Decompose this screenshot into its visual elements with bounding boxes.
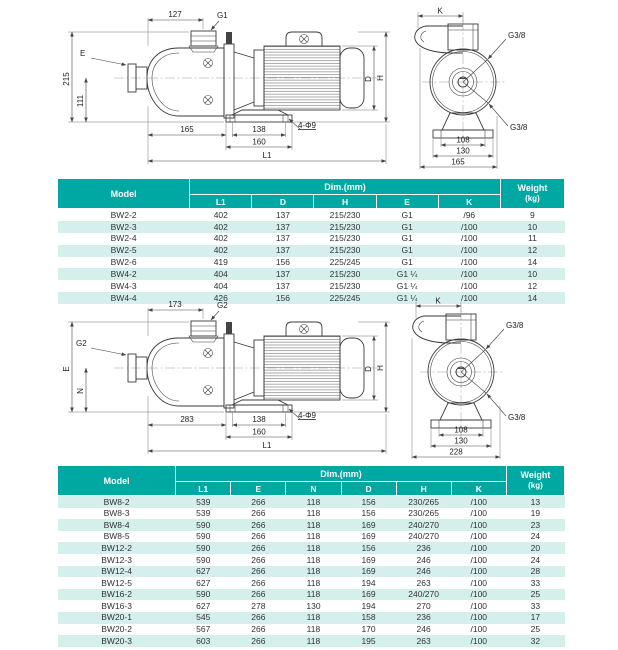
weight-unit-label: (kg) bbox=[525, 194, 540, 204]
table-cell: /100 bbox=[460, 245, 478, 256]
table-cell: 225/245 bbox=[329, 292, 361, 303]
table-cell: 266 bbox=[251, 508, 266, 519]
table-cell: 32 bbox=[530, 635, 541, 646]
table-cell: /100 bbox=[470, 542, 488, 553]
table-cell: 169 bbox=[361, 519, 376, 530]
table-cell: 118 bbox=[306, 496, 321, 507]
table-cell: 539 bbox=[196, 508, 211, 519]
dim-label-base-left: 283 bbox=[180, 415, 194, 424]
table-cell: 118 bbox=[306, 566, 321, 577]
table-cell: 590 bbox=[196, 531, 211, 542]
dim-label-bolt-span: 108 bbox=[454, 425, 468, 435]
table-cell: /100 bbox=[460, 221, 478, 232]
bolt-holes-label: 4-Φ9 bbox=[298, 411, 316, 420]
table-cell: 156 bbox=[275, 257, 290, 268]
col-header-dim: L1 bbox=[176, 482, 231, 496]
table-row bbox=[58, 280, 565, 292]
table-cell: 627 bbox=[196, 577, 211, 588]
table-cell: 118 bbox=[306, 531, 321, 542]
table-cell: 156 bbox=[361, 542, 376, 553]
table-cell: 137 bbox=[275, 209, 290, 220]
dim-label-motor-diameter: D bbox=[364, 76, 373, 82]
table-cell: 266 bbox=[251, 612, 266, 623]
dim-label-bolt-span: 138 bbox=[252, 125, 266, 134]
table-cell: 118 bbox=[306, 612, 321, 623]
table-cell: 270 bbox=[416, 600, 431, 611]
table-cell: /100 bbox=[470, 600, 488, 611]
drain-plugs bbox=[204, 59, 213, 105]
table-cell: 590 bbox=[196, 554, 211, 565]
col-header-model: Model bbox=[58, 466, 176, 496]
table-cell: 603 bbox=[196, 635, 211, 646]
table-cell: 266 bbox=[251, 589, 266, 600]
table-cell: 236 bbox=[416, 612, 431, 623]
table-cell: 236 bbox=[416, 542, 431, 553]
lower-port-label: G3/8 bbox=[508, 413, 526, 422]
col-header-dim: N bbox=[286, 482, 341, 496]
table-cell: /100 bbox=[460, 281, 478, 292]
table-cell: 11 bbox=[527, 233, 537, 244]
table-cell: /100 bbox=[470, 577, 488, 588]
table-row bbox=[58, 233, 565, 245]
dim-label-k: K bbox=[437, 6, 443, 16]
table-cell: G1 bbox=[401, 233, 413, 244]
pump-side-view-drawing-2 bbox=[58, 296, 398, 464]
table-cell: 246 bbox=[416, 566, 431, 577]
table-cell: 20 bbox=[530, 542, 541, 553]
side-port-label: G2 bbox=[76, 339, 87, 348]
table-cell: /100 bbox=[470, 508, 488, 519]
weight-unit-label: (kg) bbox=[528, 481, 543, 491]
table-cell: 137 bbox=[275, 233, 290, 244]
table-cell: 240/270 bbox=[408, 519, 439, 530]
dim-label-k: K bbox=[435, 296, 441, 306]
table-cell: 590 bbox=[196, 542, 211, 553]
col-header-dim: E bbox=[231, 482, 286, 496]
dim-label-height-h: H bbox=[376, 365, 385, 371]
table-cell: 419 bbox=[213, 257, 228, 268]
table-cell: /100 bbox=[470, 554, 488, 565]
table-cell: BW2-4 bbox=[110, 233, 137, 244]
table-cell: 590 bbox=[196, 519, 211, 530]
dim-label-base-width: 130 bbox=[454, 436, 468, 446]
table-cell: 246 bbox=[416, 554, 431, 565]
table-cell: 194 bbox=[361, 600, 376, 611]
table-cell: 118 bbox=[306, 542, 321, 553]
lifting-eye bbox=[300, 35, 309, 44]
table-row bbox=[58, 600, 565, 612]
dim-label-height-h: H bbox=[376, 75, 385, 81]
top-port-label: G2 bbox=[217, 301, 228, 310]
drain-plugs bbox=[204, 349, 213, 395]
table-cell: 137 bbox=[275, 221, 290, 232]
bolt-holes-label: 4-Φ9 bbox=[298, 121, 316, 130]
table-row bbox=[58, 624, 565, 636]
table-cell: 118 bbox=[306, 577, 321, 588]
col-header-dim-group: Dim.(mm) bbox=[176, 466, 507, 482]
col-header-dim: D bbox=[252, 195, 314, 209]
table-cell: BW8-4 bbox=[103, 519, 130, 530]
table-cell: 23 bbox=[530, 519, 541, 530]
dim-label-total-length: L1 bbox=[262, 441, 272, 450]
table-cell: 12 bbox=[527, 245, 538, 256]
table-row bbox=[58, 519, 565, 531]
table-cell: /100 bbox=[470, 635, 488, 646]
table-cell: 118 bbox=[306, 508, 321, 519]
table-cell: 12 bbox=[527, 281, 538, 292]
table-cell: BW20-1 bbox=[101, 612, 132, 623]
table-cell: 169 bbox=[361, 589, 376, 600]
spec-table-2 bbox=[57, 465, 565, 647]
table-cell: BW12-5 bbox=[101, 577, 132, 588]
table-row bbox=[58, 577, 565, 589]
table-cell: BW8-3 bbox=[103, 508, 130, 519]
table-cell: 404 bbox=[213, 281, 228, 292]
table-cell: 246 bbox=[416, 624, 431, 635]
col-header-dim: H bbox=[396, 482, 451, 496]
table-cell: 215/230 bbox=[329, 245, 361, 256]
table-cell: BW20-2 bbox=[101, 624, 132, 635]
table-row bbox=[58, 496, 565, 508]
dim-label-base-left: 165 bbox=[180, 125, 194, 134]
table-row bbox=[58, 542, 565, 554]
table-row bbox=[58, 221, 565, 233]
table-row bbox=[58, 268, 565, 280]
table-row bbox=[58, 531, 565, 543]
table-cell: 158 bbox=[361, 612, 376, 623]
col-header-weight bbox=[500, 179, 564, 209]
table-cell: BW2-6 bbox=[110, 257, 137, 268]
table-cell: /100 bbox=[470, 589, 488, 600]
table-cell: 263 bbox=[416, 577, 431, 588]
table-cell: 33 bbox=[530, 577, 541, 588]
table-cell: 402 bbox=[213, 233, 228, 244]
spec-table-1 bbox=[57, 178, 565, 304]
table-cell: 10 bbox=[527, 269, 538, 280]
table-cell: G1 bbox=[401, 209, 413, 220]
table-cell: BW12-4 bbox=[101, 566, 132, 577]
weight-label: Weight bbox=[520, 470, 551, 481]
pump-outline bbox=[114, 321, 382, 412]
dim-label-height-axis: 111 bbox=[76, 94, 85, 108]
table-cell: 13 bbox=[530, 496, 541, 507]
table-cell: 266 bbox=[251, 496, 266, 507]
table-cell: 137 bbox=[275, 269, 290, 280]
table-cell: 14 bbox=[527, 257, 538, 268]
table-cell: 278 bbox=[251, 600, 266, 611]
table-cell: 240/270 bbox=[408, 531, 439, 542]
table-cell: BW2-5 bbox=[110, 245, 137, 256]
table-cell: 156 bbox=[275, 292, 290, 303]
table-cell: 266 bbox=[251, 554, 266, 565]
table-cell: 266 bbox=[251, 577, 266, 588]
table-cell: 266 bbox=[251, 635, 266, 646]
table-row bbox=[58, 589, 565, 601]
table-cell: 9 bbox=[530, 209, 535, 220]
table-cell: 426 bbox=[213, 292, 228, 303]
table-cell: BW12-3 bbox=[101, 554, 132, 565]
table-cell: BW8-5 bbox=[103, 531, 130, 542]
table-cell: 230/265 bbox=[408, 508, 439, 519]
table-cell: 118 bbox=[306, 519, 321, 530]
table-cell: 266 bbox=[251, 566, 266, 577]
table-cell: 240/270 bbox=[408, 589, 439, 600]
table-cell: /100 bbox=[470, 566, 488, 577]
table-cell: BW16-3 bbox=[101, 600, 132, 611]
table-cell: 402 bbox=[213, 221, 228, 232]
col-header-dim: K bbox=[438, 195, 500, 209]
table-cell: BW20-3 bbox=[101, 635, 132, 646]
table-cell: 170 bbox=[361, 624, 376, 635]
table-cell: BW2-2 bbox=[110, 209, 137, 220]
col-header-dim: D bbox=[341, 482, 396, 496]
table-cell: BW16-2 bbox=[101, 589, 132, 600]
table-cell: 10 bbox=[527, 221, 538, 232]
dim-label-bolt-span: 138 bbox=[252, 415, 266, 424]
table-cell: /100 bbox=[470, 531, 488, 542]
table-cell: 590 bbox=[196, 589, 211, 600]
lifting-eye bbox=[300, 325, 309, 334]
dim-label-base-width: 130 bbox=[456, 146, 470, 156]
table-cell: 118 bbox=[306, 624, 321, 635]
top-port-label: G1 bbox=[217, 11, 228, 20]
pump-side-view-drawing-1 bbox=[58, 6, 398, 174]
table-cell: 25 bbox=[530, 624, 541, 635]
table-row bbox=[58, 566, 565, 578]
table-row bbox=[58, 245, 565, 257]
dimension-lines bbox=[412, 302, 506, 459]
table-cell: 118 bbox=[306, 635, 321, 646]
table-cell: /100 bbox=[460, 292, 478, 303]
table-cell: /96 bbox=[463, 209, 476, 220]
col-header-dim-group: Dim.(mm) bbox=[190, 179, 501, 195]
table-cell: 545 bbox=[196, 612, 211, 623]
dim-label-top-width: 127 bbox=[168, 10, 182, 19]
table-row bbox=[58, 612, 565, 624]
upper-port-label: G3/8 bbox=[508, 31, 526, 40]
table-cell: G1 ¼ bbox=[396, 292, 418, 303]
table-cell: 169 bbox=[361, 566, 376, 577]
dim-label-overall-width: 165 bbox=[451, 157, 465, 167]
table-cell: 195 bbox=[361, 635, 376, 646]
table-cell: 266 bbox=[251, 542, 266, 553]
table-cell: 118 bbox=[306, 589, 321, 600]
table-cell: /100 bbox=[460, 269, 478, 280]
table-cell: 225/245 bbox=[329, 257, 361, 268]
dim-label-top-width: 173 bbox=[168, 300, 182, 309]
table-row bbox=[58, 209, 565, 221]
table-cell: 266 bbox=[251, 624, 266, 635]
col-header-model: Model bbox=[58, 179, 190, 209]
side-port-label: E bbox=[80, 49, 86, 58]
table-cell: 156 bbox=[361, 508, 376, 519]
table-cell: 402 bbox=[213, 209, 228, 220]
table-cell: 215/230 bbox=[329, 221, 361, 232]
table-cell: 567 bbox=[196, 624, 211, 635]
weight-label: Weight bbox=[517, 183, 548, 194]
table-cell: G1 bbox=[401, 221, 413, 232]
table-cell: 539 bbox=[196, 496, 211, 507]
dim-label-height-axis: N bbox=[76, 388, 85, 394]
table-cell: /100 bbox=[470, 519, 488, 530]
table-cell: 118 bbox=[306, 554, 321, 565]
table-cell: 25 bbox=[530, 589, 541, 600]
col-header-dim: H bbox=[314, 195, 376, 209]
table-cell: 627 bbox=[196, 566, 211, 577]
col-header-dim: E bbox=[376, 195, 438, 209]
col-header-dim: L1 bbox=[190, 195, 252, 209]
table-row bbox=[58, 508, 565, 520]
table-cell: 19 bbox=[530, 508, 541, 519]
table-cell: BW8-2 bbox=[103, 496, 130, 507]
table-cell: 17 bbox=[530, 612, 541, 623]
table-cell: 263 bbox=[416, 635, 431, 646]
table-cell: G1 bbox=[401, 245, 413, 256]
table-cell: 28 bbox=[530, 566, 541, 577]
table-cell: 215/230 bbox=[329, 269, 361, 280]
table-cell: 404 bbox=[213, 269, 228, 280]
dim-label-base-width: 160 bbox=[252, 137, 266, 147]
pump-front-view-drawing-1 bbox=[396, 6, 568, 174]
table-cell: 137 bbox=[275, 245, 290, 256]
table-cell: /100 bbox=[470, 624, 488, 635]
table-cell: 627 bbox=[196, 600, 211, 611]
table-cell: /100 bbox=[470, 496, 488, 507]
table-cell: BW4-3 bbox=[110, 281, 137, 292]
table-cell: G1 bbox=[401, 257, 413, 268]
table-cell: 33 bbox=[530, 600, 541, 611]
pump-front-view-drawing-2 bbox=[394, 296, 566, 464]
col-header-weight bbox=[506, 466, 564, 496]
dim-label-bolt-span: 108 bbox=[456, 135, 470, 145]
table-row bbox=[58, 257, 565, 269]
table-cell: 230/265 bbox=[408, 496, 439, 507]
table-cell: 169 bbox=[361, 554, 376, 565]
table-cell: 215/230 bbox=[329, 233, 361, 244]
table-cell: 215/230 bbox=[329, 209, 361, 220]
upper-port-label: G3/8 bbox=[506, 321, 524, 330]
table-cell: G1 ¼ bbox=[396, 269, 418, 280]
dim-label-height-total: E bbox=[62, 366, 71, 372]
table-cell: /100 bbox=[460, 257, 478, 268]
col-header-dim: K bbox=[451, 482, 506, 496]
table-cell: 215/230 bbox=[329, 281, 361, 292]
table-cell: 402 bbox=[213, 245, 228, 256]
table-cell: 24 bbox=[530, 554, 541, 565]
dim-label-base-width: 160 bbox=[252, 427, 266, 437]
lower-port-label: G3/8 bbox=[510, 123, 528, 132]
table-row bbox=[58, 635, 565, 647]
table-cell: 266 bbox=[251, 531, 266, 542]
dim-label-overall-width: 228 bbox=[449, 447, 463, 457]
table-cell: 156 bbox=[361, 496, 376, 507]
table-cell: 137 bbox=[275, 281, 290, 292]
table-cell: 169 bbox=[361, 531, 376, 542]
table-cell: BW4-2 bbox=[110, 269, 137, 280]
table-cell: 266 bbox=[251, 519, 266, 530]
table-cell: 24 bbox=[530, 531, 541, 542]
table-cell: BW4-4 bbox=[110, 292, 137, 303]
table-cell: /100 bbox=[460, 233, 478, 244]
table-cell: BW12-2 bbox=[101, 542, 132, 553]
table-cell: G1 ¼ bbox=[396, 281, 418, 292]
dim-label-total-length: L1 bbox=[262, 151, 272, 160]
pump-front-outline bbox=[413, 310, 504, 444]
dim-label-height-total: 215 bbox=[62, 72, 71, 86]
table-cell: 194 bbox=[361, 577, 376, 588]
table-row bbox=[58, 554, 565, 566]
pump-front-outline bbox=[415, 20, 506, 154]
pump-outline bbox=[114, 31, 382, 122]
dim-label-motor-diameter: D bbox=[364, 366, 373, 372]
table-cell: 130 bbox=[306, 600, 321, 611]
table-cell: 14 bbox=[527, 292, 538, 303]
table-cell: /100 bbox=[470, 612, 488, 623]
table-cell: BW2-3 bbox=[110, 221, 137, 232]
